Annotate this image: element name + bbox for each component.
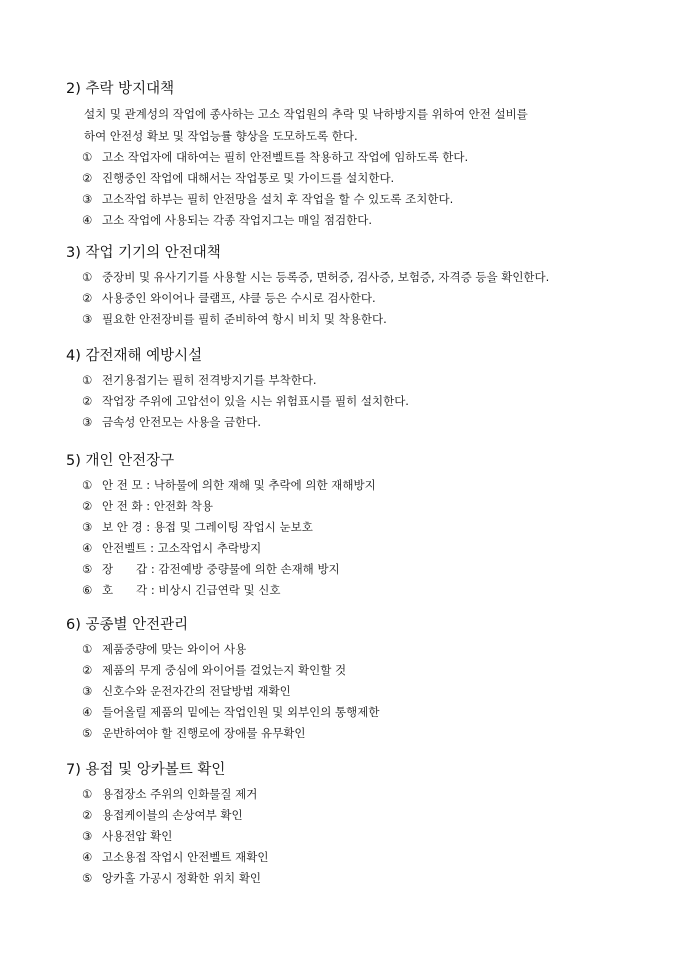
- list-item: [66, 868, 646, 889]
- item-text: 진행중인 작업에 대해서는 작업통로 및 가이드를 설치한다.: [102, 171, 395, 185]
- item-text: 안 전 모 : 낙하물에 의한 재해 및 추락에 의한 재해방지: [102, 478, 376, 492]
- section-title: 4) 감전재해 예방시설: [66, 348, 203, 364]
- item-number: ④: [82, 850, 93, 864]
- list-item: [66, 391, 646, 412]
- item-number: ①: [82, 373, 93, 387]
- item-text: 운반하여야 할 진행로에 장애물 유무확인: [102, 726, 306, 740]
- list-item: [66, 412, 646, 433]
- list-item: [66, 702, 646, 723]
- list-item: [66, 639, 646, 660]
- item-number: ②: [82, 499, 93, 513]
- item-text: 고소 작업자에 대하여는 필히 안전벨트를 착용하고 작업에 임하도록 한다.: [102, 150, 469, 164]
- item-text: 용접장소 주위의 인화물질 제거: [102, 787, 258, 801]
- item-number: ②: [82, 394, 93, 408]
- item-number: ③: [82, 415, 93, 429]
- list-item: [66, 496, 646, 517]
- list-item: [66, 370, 646, 391]
- item-text: 고소작업 하부는 필히 안전망을 설치 후 작업을 할 수 있도록 조치한다.: [102, 192, 454, 206]
- item-text: 제품중량에 맞는 와이어 사용: [102, 642, 247, 656]
- list-item: [66, 168, 646, 189]
- item-text: 안 전 화 : 안전화 착용: [102, 499, 214, 513]
- section-electric-shock-prevention: [66, 346, 646, 433]
- item-number: ①: [82, 642, 93, 656]
- list-item: [66, 517, 646, 538]
- item-number: ⑤: [82, 726, 93, 740]
- section-title: 6) 공종별 안전관리: [66, 617, 189, 633]
- section-title: 5) 개인 안전장구: [66, 453, 175, 469]
- list-item: [66, 288, 646, 309]
- list-item: [66, 805, 646, 826]
- item-text: 중장비 및 유사기기를 사용할 시는 등록증, 면허증, 검사증, 보험증, 자격증 등을 확인한다.: [102, 270, 550, 284]
- list-item: [66, 580, 646, 601]
- list-item: [66, 660, 646, 681]
- item-text: 필요한 안전장비를 필히 준비하여 항시 비치 및 착용한다.: [102, 312, 387, 326]
- list-item: [66, 681, 646, 702]
- item-number: ②: [82, 171, 93, 185]
- item-number: ②: [82, 808, 93, 822]
- item-text: 전기용접기는 필히 전격방지기를 부착한다.: [102, 373, 317, 387]
- section-equipment-safety: [66, 243, 646, 330]
- item-number: ③: [82, 829, 93, 843]
- list-item: [66, 826, 646, 847]
- list-item: [66, 723, 646, 744]
- section-intro: [66, 103, 646, 147]
- section-title: 7) 용접 및 앙카볼트 확인: [66, 762, 226, 778]
- item-number: ①: [82, 270, 93, 284]
- item-text: 금속성 안전모는 사용을 금한다.: [102, 415, 262, 429]
- item-number: ③: [82, 312, 93, 326]
- item-number: ⑥: [82, 583, 93, 597]
- list-item: [66, 784, 646, 805]
- list-item: [66, 210, 646, 231]
- list-item: [66, 267, 646, 288]
- item-text: 앙카홀 가공시 정확한 위치 확인: [102, 871, 262, 885]
- item-text: 용접케이블의 손상여부 확인: [102, 808, 243, 822]
- item-text: 작업장 주위에 고압선이 있을 시는 위험표시를 필히 설치한다.: [102, 394, 409, 408]
- list-item: [66, 538, 646, 559]
- list-item: [66, 559, 646, 580]
- item-text: 사용중인 와이어나 클램프, 샤클 등은 수시로 검사한다.: [102, 291, 376, 305]
- item-number: ①: [82, 787, 93, 801]
- item-number: ②: [82, 291, 93, 305]
- intro-line: 설치 및 관계성의 작업에 종사하는 고소 작업원의 추락 및 낙하방지를 위하여 안전 설비를: [84, 107, 528, 121]
- item-number: ③: [82, 684, 93, 698]
- intro-line: 하여 안전성 확보 및 작업능률 향상을 도모하도록 한다.: [84, 129, 358, 143]
- item-number: ②: [82, 663, 93, 677]
- item-number: ③: [82, 192, 93, 206]
- item-text: 신호수와 운전자간의 전달방법 재확인: [102, 684, 291, 698]
- list-item: [66, 309, 646, 330]
- item-text: 들어올릴 제품의 밑에는 작업인원 및 외부인의 통행제한: [102, 705, 380, 719]
- item-number: ④: [82, 541, 93, 555]
- list-item: [66, 147, 646, 168]
- list-item: [66, 847, 646, 868]
- item-number: ④: [82, 705, 93, 719]
- item-text: 안전벨트 : 고소작업시 추락방지: [102, 541, 262, 555]
- item-number: ⑤: [82, 562, 93, 576]
- section-fall-prevention: [66, 79, 646, 231]
- item-number: ①: [82, 478, 93, 492]
- section-title: 3) 작업 기기의 안전대책: [66, 245, 221, 261]
- section-welding-anchor-bolt: [66, 760, 646, 889]
- item-number: ③: [82, 520, 93, 534]
- item-text: 장 갑 : 감전예방 중량물에 의한 손재해 방지: [102, 562, 340, 576]
- item-text: 호 각 : 비상시 긴급연락 및 신호: [102, 583, 281, 597]
- section-personal-protective-equipment: [66, 451, 646, 601]
- item-number: ⑤: [82, 871, 93, 885]
- item-text: 보 안 경 : 용접 및 그레이팅 작업시 눈보호: [102, 520, 313, 534]
- item-text: 사용전압 확인: [102, 829, 173, 843]
- list-item: [66, 475, 646, 496]
- item-text: 고소 작업에 사용되는 각종 작업지그는 매일 점검한다.: [102, 213, 372, 227]
- section-title: 2) 추락 방지대책: [66, 81, 175, 97]
- item-number: ④: [82, 213, 93, 227]
- item-text: 고소용접 작업시 안전벨트 재확인: [102, 850, 269, 864]
- list-item: [66, 189, 646, 210]
- item-number: ①: [82, 150, 93, 164]
- section-work-type-safety: [66, 615, 646, 744]
- item-text: 제품의 무게 중심에 와이어를 걸었는지 확인할 것: [102, 663, 347, 677]
